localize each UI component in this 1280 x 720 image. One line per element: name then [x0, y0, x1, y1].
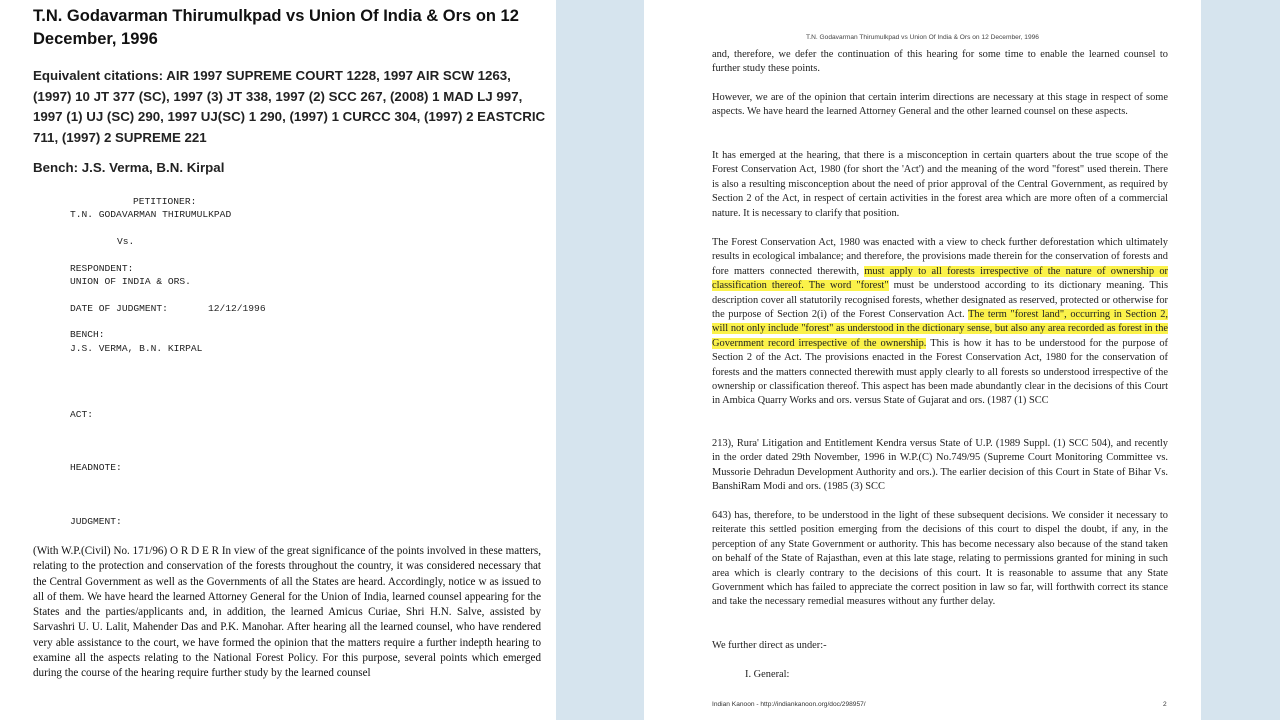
judgment-date: 12/12/1996: [208, 303, 266, 314]
paragraph: 643) has, therefore, to be understood in the light of these subsequent decisions. We consider it necessary to reiterate this settled position emerging from the decisions of this court to dispel the doubt, if any, in the perception of any State Government or authority. This has become necessary also because of the stand taken on behalf of the State of Rajasthan, even at this late stage, relating to permissions granted for mining in such area which is clearly contrary to the decisions of this court. It is reasonable to assume that any State Government which has failed to appreciate the correct position in law so far, will forthwith correct its stance and take the necessary remedial measures without any further delay.: [712, 510, 1168, 608]
paragraph: It has emerged at the hearing, that there is a misconception in certain quarters about the true scope of the Forest Conservation Act, 1980 (for short the 'Act') and the meaning of the word "forest" used therein. There is also a resulting misconception about the need of prior approval of the Central Government, as required by Section 2 of the Act, in respect of certain activities in the forest area which are more often of a commercial nature. It is necessary to clarify that position.: [712, 150, 1168, 219]
document-title: T.N. Godavarman Thirumulkpad vs Union Of India & Ors on 12 December, 1996: [33, 7, 519, 48]
petitioner-name: T.N. GODAVARMAN THIRUMULKPAD: [70, 209, 232, 220]
paragraph-highlighted: [712, 236, 1168, 409]
bench-names: J.S. VERMA, B.N. KIRPAL: [70, 343, 203, 354]
versus-label: Vs.: [117, 236, 135, 247]
page-footer: Indian Kanoon - http://indiankanoon.org/doc/298957/: [712, 701, 866, 708]
judgment-label: JUDGMENT:: [70, 516, 122, 527]
petitioner-label: PETITIONER:: [133, 196, 197, 207]
paragraph: We further direct as under:-: [712, 640, 827, 651]
bench-line: Bench: J.S. Verma, B.N. Kirpal: [33, 160, 225, 175]
act-label: ACT:: [70, 409, 94, 420]
paragraph: However, we are of the opinion that certain interim directions are necessary at this stage in respect of some aspects. We have heard the learned Attorney General and the other learned counsel on these aspects.: [712, 92, 1168, 118]
paragraph: 213), Rura' Litigation and Entitlement Kendra versus State of U.P. (1989 Suppl. (1) SCC 504), and recently in the order dated 29th November, 1996 in W.P.(C) No.749/95 (Supreme Court Monitoring Committee vs. Mussorie Dehradun Development Authority and ors.). The earlier decision of this Court in State of Bihar Vs. BanshiRam Modi and ors. (1985 (3) SCC: [712, 438, 1168, 493]
page-number: 2: [1163, 701, 1167, 708]
headnote-label: HEADNOTE:: [70, 462, 122, 473]
bench-label: BENCH:: [70, 329, 105, 340]
paragraph-text: This is how it has to be understood for the purpose of Section 2 of the Act. The provisions enacted in the Forest Conservation Act, 1980 for the conservation of forests and the matters connected therewith must apply clearly to all forests so understood irrespective of the ownership or classification thereof. This aspect has been made abundantly clear in the decisions of this Court in Ambica Quarry Works and ors. versus State of Gujarat and ors. (1987 (1) SCC: [712, 337, 1168, 407]
respondent-label: RESPONDENT:: [70, 263, 134, 274]
pdf-page: [644, 0, 1201, 720]
highlighted-text: The term "forest land", occurring in Section 2, will not only include "forest" as understood in the dictionary sense, but also any area recorded as forest in the Government record irrespective of the ownership.: [712, 309, 1168, 349]
judgment-date-label: DATE OF JUDGMENT:: [70, 303, 168, 314]
paragraph: and, therefore, we defer the continuation of this hearing for some time to enable the learned counsel to further study these points.: [712, 49, 1168, 75]
section-heading: I. General:: [745, 669, 790, 680]
respondent-name: UNION OF INDIA & ORS.: [70, 276, 191, 287]
highlighted-text: must apply to all forests irrespective of the nature of ownership or classification thereof. The word "forest": [712, 265, 1168, 292]
equivalent-citations: Equivalent citations: AIR 1997 SUPREME COURT 1228, 1997 AIR SCW 1263, (1997) 10 JT 377 (SC), 1997 (3) JT 338, 1997 (2) SCC 267, (2008) 1 MAD LJ 997, 1997 (1) UJ (SC) 290, 1997 UJ(SC) 1 290, (1997) 1 CURCC 304, (1997) 2 EASTCRIC 711, (1997) 2 SUPREME 221: [33, 68, 546, 145]
paragraph-text: must be understood according to its dictionary meaning. This description cover all statutorily recognised forests, whether designated as reserved, protected or otherwise for the purpose of Section 2(i) of the Forest Conservation Act.: [712, 280, 1168, 321]
left-document-pane: [0, 0, 556, 720]
paragraph-text: The Forest Conservation Act, 1980 was enacted with a view to check further deforestation which ultimately results in ecological imbalance; and therefore, the provisions made therein for the conservation of forests and fore matters connected therewith,: [712, 237, 1168, 277]
page-header: T.N. Godavarman Thirumulkpad vs Union Of India & Ors on 12 December, 1996: [806, 34, 1039, 41]
judgment-text: (With W.P.(Civil) No. 171/96) O R D E R In view of the great significance of the points involved in these matters, relating to the protection and conservation of the forests throughout the country, it was considered necessary that the Central Government as well as the Governments of all the States are heard. Accordingly, notice w as issued to all of them. We have heard the learned Attorney General for the Union of India, learned counsel appearing for the States and the parties/applicants and, in addition, the learned Amicus Curiae, Shri H.N. Salve, assisted by Sarvashri U. U. Lalit, Mahender Das and P.K. Manohar. After hearing all the learned counsel, who have rendered very able assistance to the court, we have formed the opinion that the matters require a further indepth hearing to examine all the aspects relating to the National Forest Policy. For this purpose, several points which emerged during the course of the hearing require further study by the learned counsel: [33, 545, 541, 680]
